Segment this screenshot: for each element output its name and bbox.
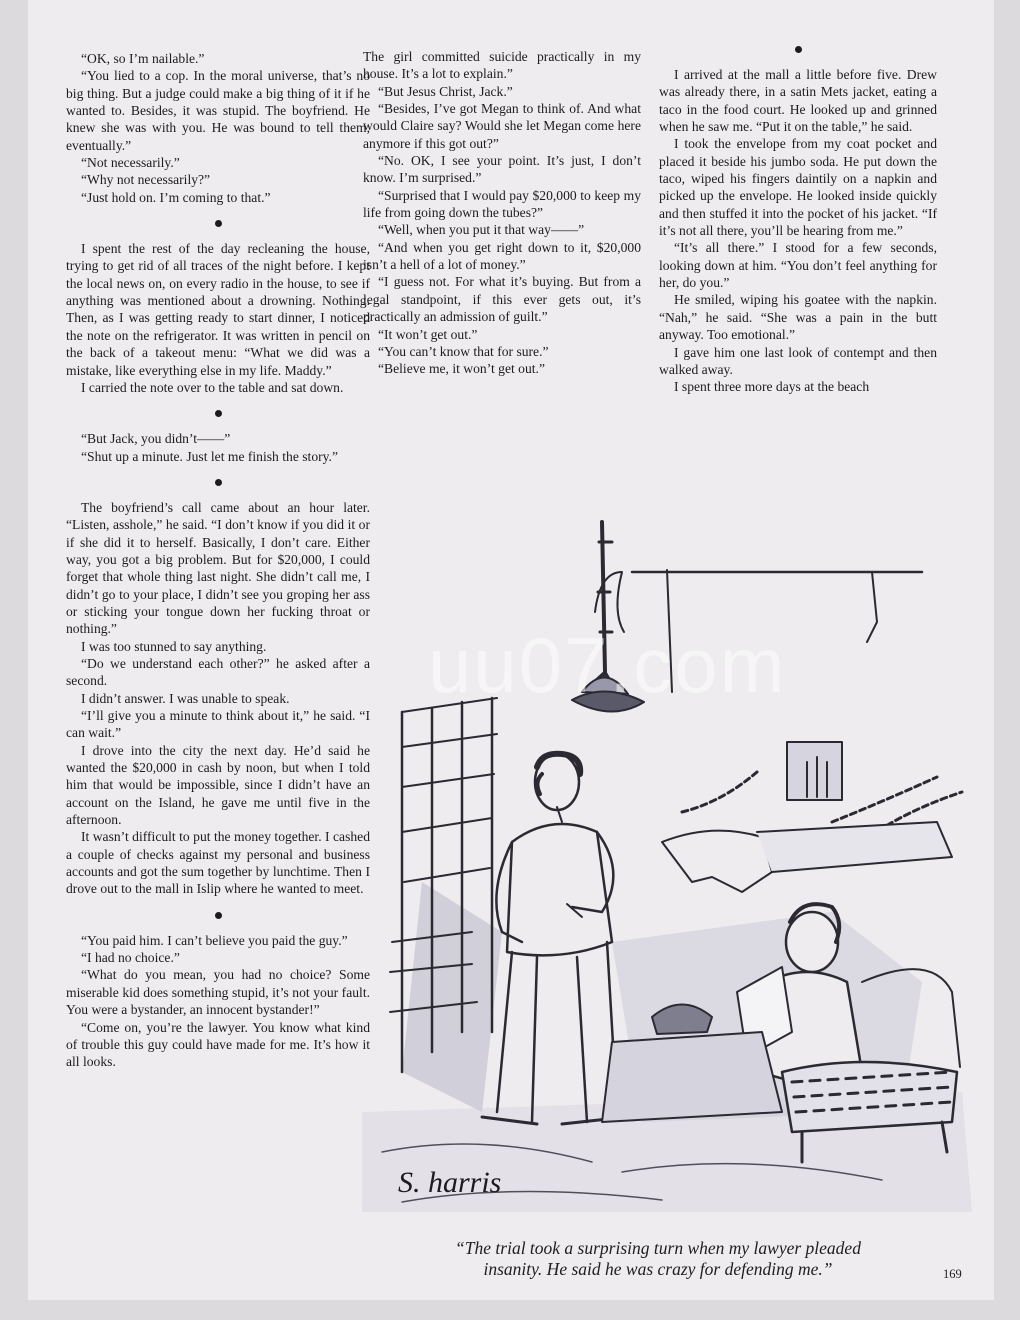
paragraph: I drove into the city the next day. He’d said he wanted the $20,000 in cash by noon, but when I told him that would be impossible, since I didn’t have an account on the Island, he gave me until five in the afternoon. xyxy=(66,742,370,828)
paragraph: It wasn’t difficult to put the money together. I cashed a couple of checks against my personal and business accounts and got the sum together by lunchtime. Then I drove out to the mall in Islip where he wanted to meet. xyxy=(66,829,370,897)
paragraph: “Well, when you put it that way——” xyxy=(378,222,585,238)
paragraph: He smiled, wiping his goatee with the napkin. “Nah,” he said. “She was a pain in the butt anyway. Too emotional.” xyxy=(659,292,937,343)
watermark-text: uu07.com xyxy=(428,621,787,709)
paragraph: I spent three more days at the beach xyxy=(674,379,870,395)
paragraph: “Why not necessarily?” xyxy=(81,172,211,188)
section-break-bullet xyxy=(66,218,370,228)
paragraph: I didn’t answer. I was unable to speak. xyxy=(81,690,290,706)
text-column-2 xyxy=(363,48,641,378)
paragraph: “I guess not. For what it’s buying. But from a legal standpoint, if this ever gets out, it’s practically an admission of guilt.” xyxy=(363,274,641,325)
paragraph: I took the envelope from my coat pocket and placed it beside his jumbo soda. He put down the taco, wiped his fingers daintily on a napkin and picked up the envelope. He looked inside quickly and then stuffed it into the pocket of his jacket. “If it’s not all there, you’ll be hearing from me.” xyxy=(659,136,937,239)
dialogue-block-5 xyxy=(66,932,370,1071)
paragraph: “I’ll give you a minute to think about it,” he said. “I can wait.” xyxy=(66,708,370,741)
narrative-block-2 xyxy=(66,240,370,396)
paragraph: I spent the rest of the day recleaning the house, trying to get rid of all traces of the night before. I kept the local news on, on every radio in the house, to see if anything was mentioned about a drowning. Nothing. Then, as I was getting ready to start dinner, I noticed the note on the refrigerator. It was written in pencil on the back of a takeout menu: “What we did was a mistake, like everything else in my life. Maddy.” xyxy=(66,241,370,378)
paragraph: I arrived at the mall a little before five. Drew was already there, in a satin Mets jacket, eating a taco in the food court. He looked up and grinned when he saw me. “Put it on the table,” he said. xyxy=(659,67,937,135)
dialogue-block-1 xyxy=(66,50,370,206)
paragraph: The girl committed suicide practically in my house. It’s a lot to explain.” xyxy=(363,49,641,82)
narrative-block-4 xyxy=(66,499,370,898)
caption-line: “The trial took a surprising turn when my lawyer pleaded xyxy=(455,1238,861,1258)
page-number: 169 xyxy=(943,1267,962,1281)
paragraph: The boyfriend’s call came about an hour later. “Listen, asshole,” he said. “I don’t know if you did it or if she did it to herself. Basically, I don’t care. Either way, you got a big problem. But for $20,000, I could forget that whole thing last night. She didn’t call me, I didn’t go to your place, I didn’t see you groping her ass or sticking your tongue down her fucking throat or nothing.” xyxy=(66,499,370,637)
paragraph: “No. OK, I see your point. It’s just, I don’t know. I’m surprised.” xyxy=(363,153,641,186)
paragraph: “It won’t get out.” xyxy=(378,326,478,342)
paragraph: “Shut up a minute. Just let me finish the story.” xyxy=(81,448,338,464)
paragraph: “Come on, you’re the lawyer. You know what kind of trouble this guy could have made for me. It’s how it all looks. xyxy=(66,1019,370,1070)
paragraph: I gave him one last look of contempt and then walked away. xyxy=(659,344,937,377)
magazine-page xyxy=(28,0,994,1300)
paragraph: “You paid him. I can’t believe you paid the guy.” xyxy=(81,932,348,948)
text-column-3 xyxy=(659,44,937,396)
paragraph: “You lied to a cop. In the moral universe, that’s no big thing. But a judge could make a big thing of it if he wanted to. Besides, it was stupid. The boyfriend. He knew she was with you. He was bound to tell them, eventually.” xyxy=(66,68,370,153)
section-break-bullet xyxy=(66,910,370,920)
paragraph: “Not necessarily.” xyxy=(81,155,180,171)
section-break-bullet xyxy=(66,408,370,418)
paragraph: “What do you mean, you had no choice? Some miserable kid does something stupid, it’s not your fault. You were a bystander, an innocent bystander!” xyxy=(66,967,370,1018)
cartoon-caption xyxy=(398,1238,918,1280)
paragraph: “I had no choice.” xyxy=(81,950,180,966)
text-column-1 xyxy=(66,50,370,1071)
paragraph: “Surprised that I would pay $20,000 to keep my life from going down the tubes?” xyxy=(363,187,641,221)
dialogue-block-3 xyxy=(66,430,370,465)
paragraph: “You can’t know that for sure.” xyxy=(378,343,549,359)
section-break-bullet xyxy=(659,44,937,54)
paragraph: “Do we understand each other?” he asked after a second. xyxy=(66,655,370,689)
paragraph: “It’s all there.” I stood for a few seconds, looking down at him. “You don’t feel anything for her, do you.” xyxy=(659,240,937,291)
paragraph: “Believe me, it won’t get out.” xyxy=(378,361,545,377)
paragraph: “And when you get right down to it, $20,000 isn’t a hell of a lot of money.” xyxy=(363,239,641,273)
cartoon-signature: S. harris xyxy=(398,1166,502,1199)
cartoon-illustration xyxy=(362,512,974,1212)
paragraph: “But Jesus Christ, Jack.” xyxy=(378,83,513,99)
paragraph: “Just hold on. I’m coming to that.” xyxy=(81,189,271,205)
paragraph: “Besides, I’ve got Megan to think of. And what would Claire say? Would she let Megan come here anymore if this got out?” xyxy=(363,101,641,151)
paragraph: I was too stunned to say anything. xyxy=(81,638,267,654)
paragraph: I carried the note over to the table and sat down. xyxy=(81,379,344,395)
paragraph: “But Jack, you didn’t——” xyxy=(81,431,231,447)
paragraph: “OK, so I’m nailable.” xyxy=(81,51,205,66)
caption-line: insanity. He said he was crazy for defending me.” xyxy=(483,1259,833,1279)
section-break-bullet xyxy=(66,477,370,487)
